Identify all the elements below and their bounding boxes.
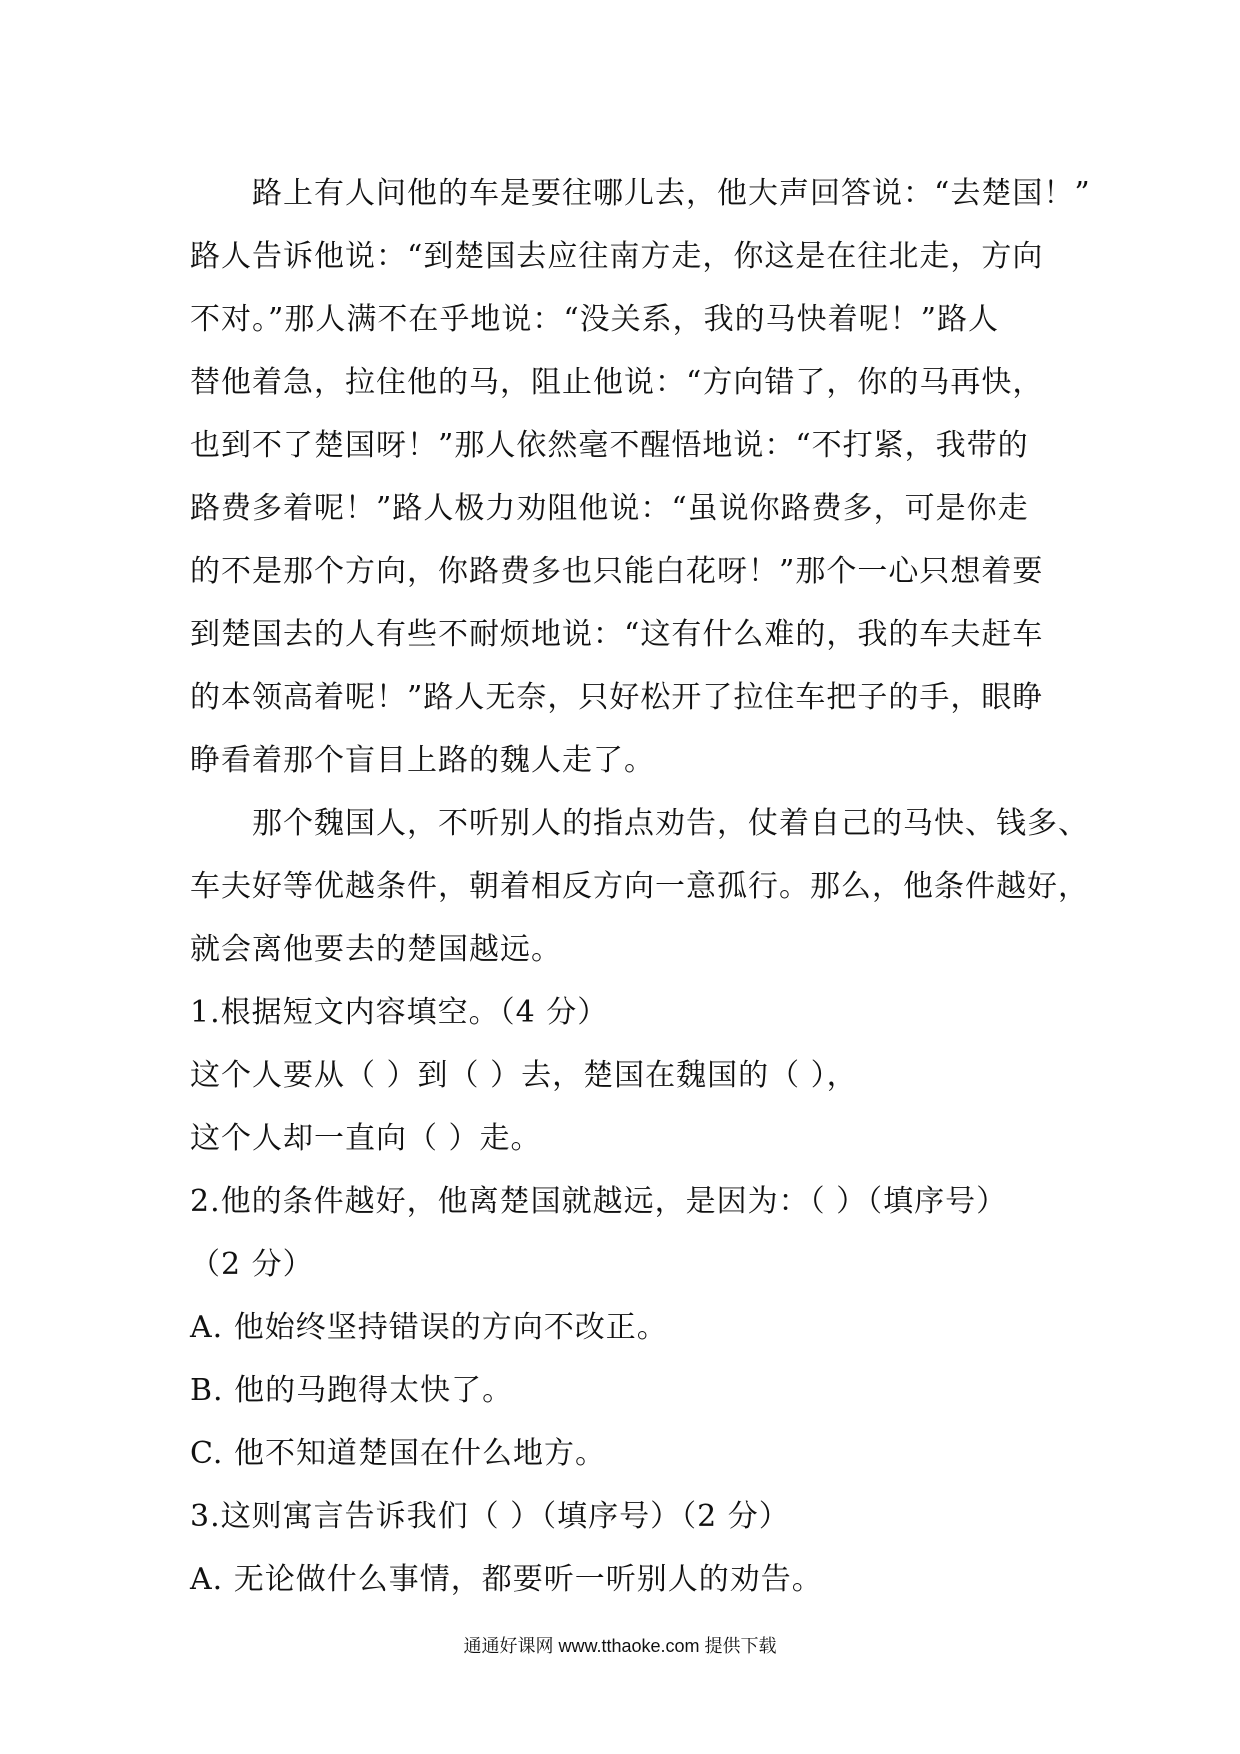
passage-line-4: 替他着急，拉住他的马，阻止他说：“方向错了，你的马再快， — [190, 365, 1044, 400]
passage-line-12: 车夫好等优越条件，朝着相反方向一意孤行。那么，他条件越好， — [190, 869, 1089, 904]
passage-line-2: 路人告诉他说：“到楚国去应往南方走，你这是在往北走，方向 — [190, 239, 1044, 274]
passage-line-8: 到楚国去的人有些不耐烦地说：“这有什么难的，我的车夫赶车 — [190, 617, 1044, 652]
question-2-score: （2 分） — [190, 1247, 314, 1282]
question-3-title: 3.这则寓言告诉我们（ ）（填序号）（2 分） — [190, 1499, 790, 1534]
passage-line-5: 也到不了楚国呀！”那人依然毫不醒悟地说：“不打紧，我带的 — [190, 428, 1029, 463]
question-2-option-c: C. 他不知道楚国在什么地方。 — [190, 1436, 606, 1471]
download-footer: 通通好课网 www.tthaoke.com 提供下载 — [463, 1636, 777, 1656]
question-2-option-a: A. 他始终坚持错误的方向不改正。 — [190, 1310, 668, 1345]
passage-line-6: 路费多着呢！”路人极力劝阻他说：“虽说你路费多，可是你走 — [190, 491, 1029, 526]
passage-line-10: 睁看着那个盲目上路的魏人走了。 — [190, 743, 655, 778]
question-1-blank-line-1: 这个人要从（ ）到（ ）去，楚国在魏国的（ ）， — [190, 1058, 858, 1093]
passage-line-13: 就会离他要去的楚国越远。 — [190, 932, 562, 967]
question-3-option-a: A. 无论做什么事情，都要听一听别人的劝告。 — [190, 1562, 823, 1597]
passage-line-11: 那个魏国人，不听别人的指点劝告，仗着自己的马快、钱多、 — [252, 806, 1089, 841]
question-2-title: 2.他的条件越好，他离楚国就越远，是因为：（ ）（填序号） — [190, 1184, 1008, 1219]
passage-line-3: 不对。”那人满不在乎地说：“没关系，我的马快着呢！”路人 — [190, 302, 1000, 337]
question-2-option-b: B. 他的马跑得太快了。 — [190, 1373, 514, 1408]
passage-line-1: 路上有人问他的车是要往哪儿去，他大声回答说：“去楚国！” — [252, 176, 1091, 211]
passage-line-7: 的不是那个方向，你路费多也只能白花呀！”那个一心只想着要 — [190, 554, 1044, 589]
document-content — [190, 162, 1091, 1611]
question-1-title: 1.根据短文内容填空。（4 分） — [190, 995, 609, 1030]
passage-line-9: 的本领高着呢！”路人无奈，只好松开了拉住车把子的手，眼睁 — [190, 680, 1044, 715]
question-1-blank-line-2: 这个人却一直向（ ）走。 — [190, 1121, 542, 1156]
